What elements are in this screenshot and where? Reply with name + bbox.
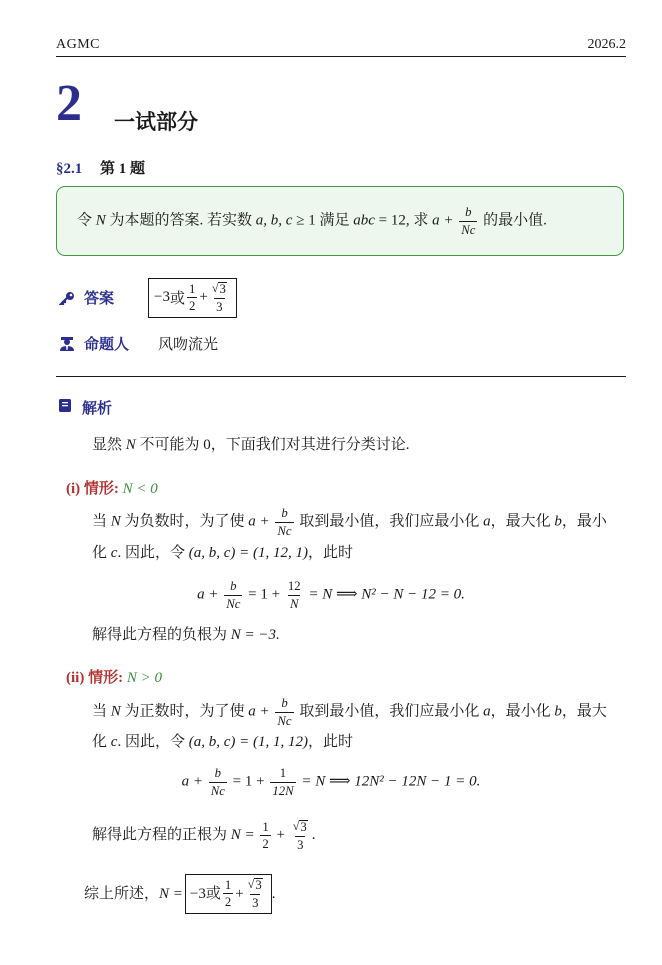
c2-eq-frac1 xyxy=(209,767,227,798)
c1-l1a: 当 xyxy=(92,513,111,530)
c2-l2a: 化 xyxy=(92,734,111,750)
c2-frac xyxy=(275,697,293,728)
c1-l2b: . 因此，令 xyxy=(117,545,189,561)
c1-eq-mid: = 1 + xyxy=(248,586,281,603)
c2-eq-f2d: 12N xyxy=(272,783,294,798)
c2-l1n: N xyxy=(110,703,121,720)
author-label: 命题人 xyxy=(84,337,130,353)
c2-eq-end: = N ⟹ 12N² − 12N − 1 = 0. xyxy=(301,773,481,790)
c1-l1c: 取到最小值，我们应最小化 xyxy=(295,513,484,530)
c2-res-sqrt: √ 3 3 xyxy=(292,819,307,852)
problem-eq12: = 12, xyxy=(374,212,410,229)
conc-s: 3 xyxy=(255,878,262,892)
answer-den3: 3 xyxy=(216,299,223,314)
c2-res-s: 3 xyxy=(300,820,307,834)
c2-l1b: 为正数时，为了使 xyxy=(120,703,249,720)
case1-line1 xyxy=(92,507,607,538)
c1-frac xyxy=(275,507,293,538)
c2-res-hd: 2 xyxy=(262,837,269,852)
case1-heading xyxy=(66,477,158,498)
author-row xyxy=(58,333,218,354)
case1-equation xyxy=(0,580,662,611)
conc-plus: + xyxy=(235,885,244,902)
case2-equation xyxy=(0,767,662,798)
case2-line1 xyxy=(92,697,607,728)
c1-eq-fn: b xyxy=(230,579,237,593)
c2-res-hn: 1 xyxy=(262,819,269,834)
c2-l1a: 当 xyxy=(92,703,111,720)
case2-tag: (ii) 情形: xyxy=(66,670,124,686)
answer-label: 答案 xyxy=(84,291,115,308)
conclusion xyxy=(84,874,276,914)
author-name: 风吻流光 xyxy=(158,337,219,353)
c2-eq-fd: Nc xyxy=(210,783,225,798)
c2-l2b: . 因此，令 xyxy=(117,734,189,750)
answer-or: 或 xyxy=(169,291,185,308)
c2-l2c: c xyxy=(110,734,118,750)
conc-pre: 综上所述， xyxy=(84,885,160,902)
c1-eq-f2n: 12 xyxy=(287,579,301,593)
c1-eq-f2d: N xyxy=(289,596,299,611)
problem-box xyxy=(56,186,624,256)
c2-eq-frac2 xyxy=(270,767,295,798)
case2-cond: N > 0 xyxy=(126,670,162,686)
c1-eq-fd: Nc xyxy=(226,596,241,611)
header-right: 2026.2 xyxy=(587,37,626,52)
intro-b: 不可能为 0，下面我们对其进行分类讨论. xyxy=(135,437,410,453)
c1-l1e: ，最小 xyxy=(561,513,607,530)
problem-frac-den: Nc xyxy=(461,222,476,237)
case2-line2 xyxy=(92,728,353,756)
conc-sqrt: √ 3 3 xyxy=(247,877,262,910)
c2-res-a: 解得此方程的正根为 xyxy=(92,827,231,844)
problem-var-n: N xyxy=(95,212,106,229)
c2-res-sd: 3 xyxy=(297,837,304,852)
answer-half xyxy=(187,283,197,314)
c2-res-half xyxy=(260,821,270,852)
c2-l1va: a xyxy=(483,703,491,720)
c2-l1e: ，最大 xyxy=(561,703,607,720)
answer-plus: + xyxy=(199,289,208,306)
problem-t4: 求 xyxy=(409,212,433,229)
c1-eq-a: a + xyxy=(197,586,219,603)
answer-row xyxy=(58,278,237,318)
conc-hn: 1 xyxy=(224,877,232,892)
c1-l1d: ，最大化 xyxy=(490,513,555,530)
c2-res-b: N = xyxy=(230,827,255,844)
answer-box xyxy=(148,278,237,318)
c1-l1b: 为负数时，为了使 xyxy=(120,513,249,530)
c1-l2tuple: (a, b, c) = (1, 12, 1) xyxy=(188,545,308,561)
problem-t3: 满足 xyxy=(315,212,354,229)
c2-l1vb: b xyxy=(554,703,562,720)
case1-line2 xyxy=(92,539,353,567)
problem-text xyxy=(77,206,547,237)
c2-l1d: ，最小化 xyxy=(490,703,555,720)
problem-t1: 令 xyxy=(77,212,96,229)
c1-l2a: 化 xyxy=(92,545,111,561)
intro-a: 显然 xyxy=(92,437,126,453)
conc-n: N = xyxy=(159,885,183,902)
c2-eq-a: a + xyxy=(181,773,203,790)
conc-dot: . xyxy=(271,885,276,902)
c2-fd: Nc xyxy=(277,713,292,728)
c1-l1vb: b xyxy=(554,513,562,530)
problem-cond: abc xyxy=(353,212,375,229)
solution-heading xyxy=(58,397,112,418)
c1-eq-frac2 xyxy=(286,580,303,611)
section-title: 第 1 题 xyxy=(100,161,146,177)
c2-l2d: ，此时 xyxy=(307,734,353,750)
c2-res-dot: . xyxy=(311,827,316,844)
solution-label: 解析 xyxy=(82,401,113,417)
case1-tag: (i) 情形: xyxy=(66,481,119,497)
c1-l1n: N xyxy=(110,513,121,530)
section-number: §2.1 xyxy=(56,161,83,177)
c1-res-a: 解得此方程的负根为 xyxy=(92,627,231,643)
conc-hd: 2 xyxy=(224,895,232,910)
case1-result xyxy=(92,621,280,649)
c1-eq-frac1 xyxy=(224,580,242,611)
user-tie-icon xyxy=(58,336,76,352)
conc-half xyxy=(223,879,233,910)
case2-result xyxy=(92,820,316,852)
header-rule xyxy=(56,56,626,57)
problem-frac-num: b xyxy=(465,204,472,219)
c1-l2d: ，此时 xyxy=(307,545,353,561)
c1-eq-end: = N ⟹ N² − N − 12 = 0. xyxy=(308,586,465,603)
problem-expr: a + xyxy=(432,212,454,229)
c1-res-b: N = −3. xyxy=(230,627,280,643)
conc-or: 或 xyxy=(205,885,221,902)
chapter-title: 一试部分 xyxy=(114,110,198,134)
case1-cond: N < 0 xyxy=(122,481,158,497)
c1-fn: b xyxy=(281,506,288,520)
c2-eq-f2n: 1 xyxy=(279,766,287,780)
problem-vars: a, b, c xyxy=(255,212,293,229)
answer-half-num: 1 xyxy=(188,281,196,296)
header-left: AGMC xyxy=(56,37,101,52)
case2-heading xyxy=(66,666,162,687)
conc-sd: 3 xyxy=(252,895,259,910)
c1-l1expr: a + xyxy=(248,513,270,530)
answer-neg3: −3 xyxy=(154,289,170,306)
section-divider xyxy=(56,376,626,377)
conclusion-box xyxy=(185,874,272,914)
c2-res-plus: + xyxy=(276,827,285,844)
problem-fraction xyxy=(459,206,477,237)
section-heading xyxy=(56,157,145,178)
chapter-number: 2 xyxy=(56,75,82,132)
book-icon xyxy=(58,398,72,418)
answer-half-den: 2 xyxy=(188,299,196,314)
c2-fn: b xyxy=(281,696,288,710)
conc-neg3: −3 xyxy=(189,885,206,902)
c1-l2c: c xyxy=(110,545,118,561)
c2-l1c: 取到最小值，我们应最小化 xyxy=(295,703,484,720)
c2-eq-mid: = 1 + xyxy=(232,773,265,790)
problem-t2: 为本题的答案. 若实数 xyxy=(105,212,256,229)
answer-sqrt-frac: √ 3 3 xyxy=(211,281,226,314)
c2-eq-fn: b xyxy=(214,766,222,780)
problem-ineq: ≥ 1 xyxy=(292,212,316,229)
c2-l2tuple: (a, b, c) = (1, 1, 12) xyxy=(188,734,308,750)
problem-t5: 的最小值. xyxy=(479,212,547,229)
c1-fd: Nc xyxy=(277,523,292,538)
key-icon xyxy=(58,291,76,305)
c1-l1va: a xyxy=(483,513,491,530)
solution-intro xyxy=(92,431,410,459)
intro-n: N xyxy=(125,437,136,453)
answer-sqrt3: 3 xyxy=(219,282,226,296)
c2-l1expr: a + xyxy=(248,703,270,720)
